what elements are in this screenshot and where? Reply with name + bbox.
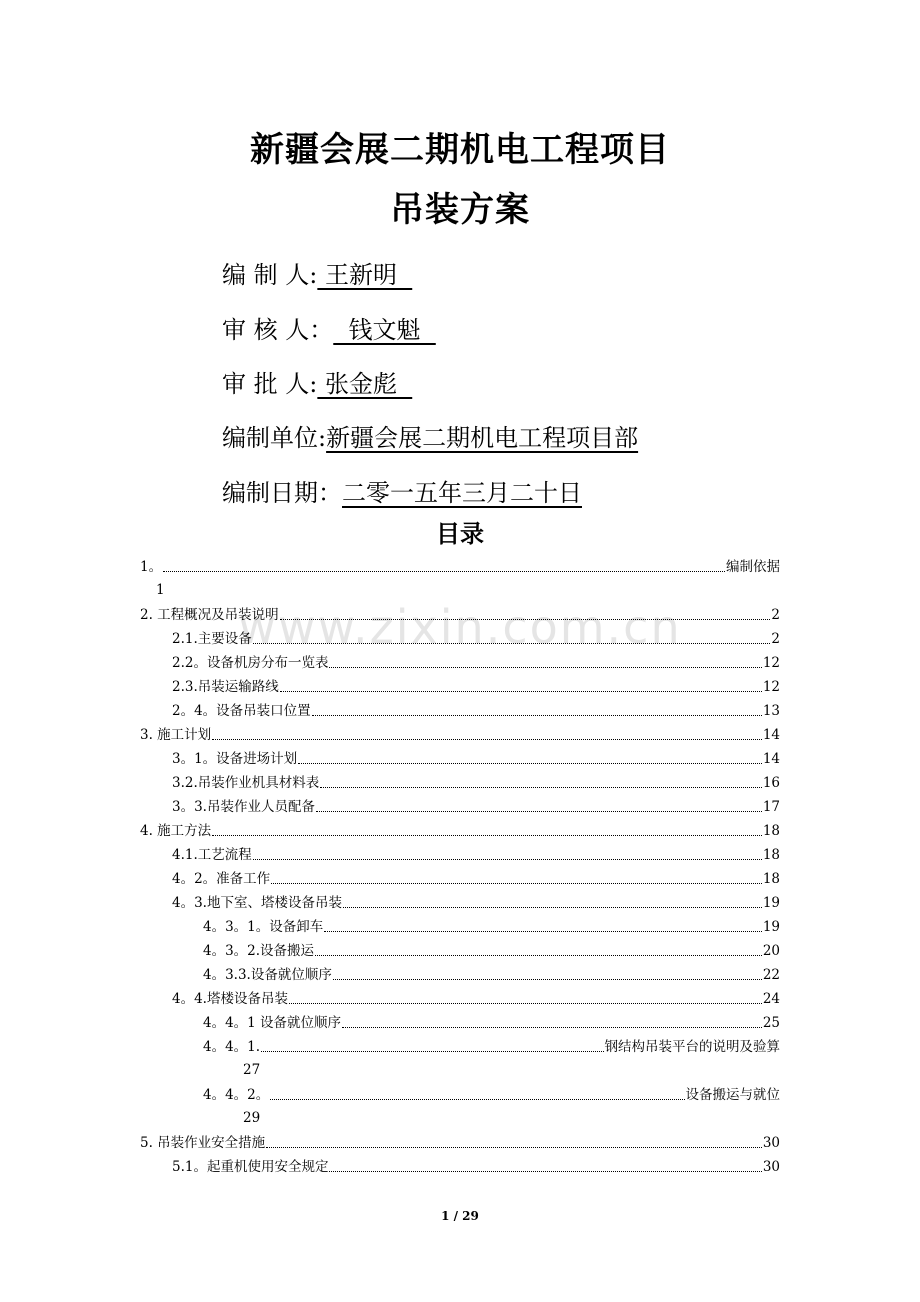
toc-entry[interactable] <box>140 605 780 625</box>
watermark: www.zixin.com.cn <box>238 600 682 654</box>
toc-entry-page: 25 <box>762 1015 780 1031</box>
toc-entry-page: 14 <box>762 751 780 767</box>
meta-label: 审 批 人: <box>222 370 318 398</box>
toc-leader-dots <box>212 719 762 740</box>
toc-entry-page: 编制依据 <box>726 559 780 575</box>
toc-entry-title: 5.1。起重机使用安全规定 <box>172 1159 329 1175</box>
meta-unit <box>222 418 638 453</box>
toc-entry-title: 2.3.吊装运输路线 <box>172 679 279 695</box>
toc-leader-dots <box>324 911 762 932</box>
toc-entry-title: 4。3.地下室、塔楼设备吊装 <box>172 895 342 911</box>
toc-leader-dots <box>289 983 762 1004</box>
page-number: 1 / 29 <box>441 1209 479 1223</box>
toc-entry[interactable] <box>172 749 780 769</box>
toc-entry-page: 18 <box>762 871 780 887</box>
toc-entry[interactable] <box>172 773 780 793</box>
toc-leader-dots <box>316 791 762 812</box>
toc-entry[interactable] <box>203 941 780 961</box>
toc-entry[interactable] <box>172 797 780 817</box>
toc-entry[interactable] <box>203 1013 780 1033</box>
meta-compiler <box>222 255 412 290</box>
toc-entry[interactable] <box>172 893 780 913</box>
toc-entry-page: 24 <box>762 991 780 1007</box>
meta-label: 编制日期： <box>222 479 342 507</box>
meta-value: 张金彪 <box>317 370 413 398</box>
toc-entry-page: 12 <box>762 679 780 695</box>
toc-entry[interactable] <box>140 1133 780 1153</box>
toc-entry-title: 4。4。1. <box>203 1039 261 1055</box>
toc-entry-page: 22 <box>762 967 780 983</box>
toc-leader-dots <box>212 815 762 836</box>
meta-value: 二零一五年三月二十日 <box>342 479 582 507</box>
toc-leader-dots <box>342 1007 762 1028</box>
toc-entry-page: 30 <box>762 1135 780 1151</box>
toc-leader-dots <box>266 1127 762 1148</box>
toc-entry-page: 12 <box>762 655 780 671</box>
meta-value: 王新明 <box>317 261 413 289</box>
toc-leader-dots <box>271 863 762 884</box>
toc-entry-page: 20 <box>762 943 780 959</box>
toc-entry-title: 3。1。设备进场计划 <box>172 751 298 767</box>
toc-entry[interactable] <box>203 1037 780 1057</box>
toc-entry-title: 1。 <box>140 559 163 575</box>
toc-entry-title: 4。4.塔楼设备吊装 <box>172 991 288 1007</box>
toc-leader-dots <box>270 1079 684 1100</box>
toc-entry-title: 3。3.吊装作业人员配备 <box>172 799 315 815</box>
toc-entry-page: 18 <box>762 823 780 839</box>
meta-date <box>222 473 582 508</box>
toc-entry-page: 2 <box>771 631 780 647</box>
toc-entry-title: 5. 吊装作业安全措施 <box>140 1135 266 1151</box>
toc-leader-dots <box>333 959 762 980</box>
toc-entry[interactable] <box>203 1085 780 1105</box>
toc-entry-title: 2. 工程概况及吊装说明 <box>140 607 279 623</box>
toc-leader-dots <box>280 599 771 620</box>
toc-entry-page: 16 <box>762 775 780 791</box>
toc-leader-dots <box>163 551 725 572</box>
toc-entry-page: 18 <box>762 847 780 863</box>
meta-value: 新疆会展二期机电工程项目部 <box>326 424 639 452</box>
toc-entry-title: 4。4。1 设备就位顺序 <box>203 1015 342 1031</box>
toc-entry-title: 3.2.吊装作业机具材料表 <box>172 775 320 791</box>
toc-entry-page: 19 <box>762 919 780 935</box>
toc-entry[interactable] <box>172 701 780 721</box>
toc-entry[interactable] <box>172 677 780 697</box>
toc-entry-page: 17 <box>762 799 780 815</box>
toc-entry[interactable] <box>172 1157 780 1177</box>
toc-entry[interactable] <box>140 821 780 841</box>
meta-label: 编 制 人: <box>222 261 318 289</box>
document-subtitle: 吊装方案 <box>390 190 530 230</box>
toc-leader-dots <box>261 1031 603 1052</box>
toc-entry-title: 4。3。1。设备卸车 <box>203 919 324 935</box>
document-title: 新疆会展二期机电工程项目 <box>250 130 670 170</box>
toc-leader-dots <box>312 695 762 716</box>
toc-entry[interactable] <box>203 917 780 937</box>
toc-entry-title: 4。3。2.设备搬运 <box>203 943 315 959</box>
toc-entry-continuation: 29 <box>243 1110 261 1126</box>
toc-entry[interactable] <box>203 965 780 985</box>
meta-approver <box>222 364 412 399</box>
meta-value: 钱文魁 <box>333 316 436 344</box>
toc-entry[interactable] <box>172 629 780 649</box>
toc-leader-dots <box>329 1151 761 1172</box>
toc-entry-page: 13 <box>762 703 780 719</box>
meta-label: 审 核 人： <box>222 316 334 344</box>
toc-leader-dots <box>320 767 762 788</box>
toc-entry-title: 4. 施工方法 <box>140 823 212 839</box>
toc-entry-title: 3. 施工计划 <box>140 727 212 743</box>
toc-entry[interactable] <box>172 989 780 1009</box>
toc-leader-dots <box>253 839 762 860</box>
toc-leader-dots <box>315 935 762 956</box>
meta-label: 编制单位: <box>222 424 327 452</box>
toc-entry-title: 4.1.工艺流程 <box>172 847 252 863</box>
toc-entry-title: 4。2。准备工作 <box>172 871 271 887</box>
toc-entry-continuation: 27 <box>243 1062 261 1078</box>
toc-entry-page: 14 <box>762 727 780 743</box>
toc-entry-page: 钢结构吊装平台的说明及验算 <box>604 1039 780 1055</box>
toc-entry[interactable] <box>172 845 780 865</box>
meta-reviewer <box>222 310 436 345</box>
toc-entry-page: 19 <box>762 895 780 911</box>
toc-entry-title: 4。3.3.设备就位顺序 <box>203 967 332 983</box>
toc-leader-dots <box>329 647 761 668</box>
toc-entry[interactable] <box>172 653 780 673</box>
toc-entry-title: 4。4。2。 <box>203 1087 270 1103</box>
toc-leader-dots <box>280 671 762 692</box>
toc-leader-dots <box>343 887 762 908</box>
toc-leader-dots <box>253 623 771 644</box>
toc-entry-title: 2.2。设备机房分布一览表 <box>172 655 329 671</box>
toc-entry[interactable] <box>172 869 780 889</box>
toc-entry[interactable] <box>140 557 780 577</box>
toc-leader-dots <box>298 743 762 764</box>
toc-entry-page: 设备搬运与就位 <box>685 1087 780 1103</box>
toc-entry-page: 30 <box>762 1159 780 1175</box>
toc-entry-page: 2 <box>771 607 780 623</box>
toc-entry-title: 2。4。设备吊装口位置 <box>172 703 311 719</box>
toc-entry[interactable] <box>140 725 780 745</box>
toc-entry-continuation: 1 <box>156 582 165 598</box>
toc-entry-title: 2.1.主要设备 <box>172 631 252 647</box>
toc-heading: 目录 <box>436 520 484 548</box>
